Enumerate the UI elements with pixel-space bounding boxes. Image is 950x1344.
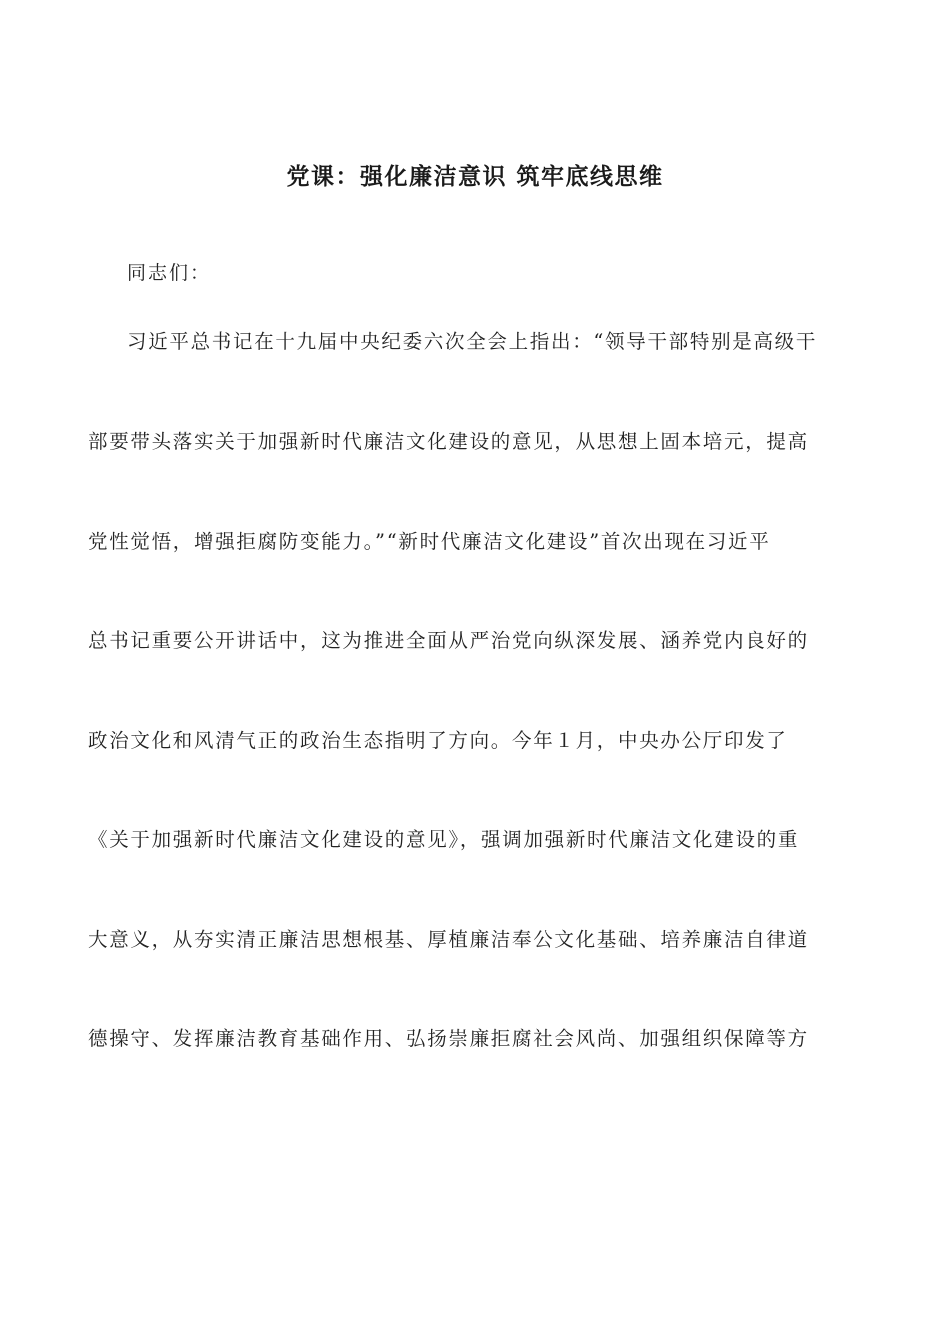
document-title: 党课：强化廉洁意识 筑牢底线思维 bbox=[286, 164, 664, 190]
body-line: 《关于加强新时代廉洁文化建设的意见》，强调加强新时代廉洁文化建设的重 bbox=[88, 828, 800, 851]
body-line: 总书记重要公开讲话中，这为推进全面从严治党向纵深发展、涵养党内良好的 bbox=[88, 629, 809, 652]
body-line: 部要带头落实关于加强新时代廉洁文化建设的意见，从思想上固本培元，提高 bbox=[88, 430, 809, 453]
body-line: 政治文化和风清气正的政治生态指明了方向。今年１月，中央办公厅印发了 bbox=[88, 729, 788, 752]
body-line: 党性觉悟，增强拒腐防变能力。”“新时代廉洁文化建设”首次出现在习近平 bbox=[88, 530, 771, 553]
body-line: 大意义，从夯实清正廉洁思想根基、厚植廉洁奉公文化基础、培养廉洁自律道 bbox=[88, 928, 809, 951]
salutation: 同志们： bbox=[127, 262, 212, 284]
body-line: 习近平总书记在十九届中央纪委六次全会上指出：“领导干部特别是高级干 bbox=[127, 330, 818, 353]
body-line: 德操守、发挥廉洁教育基础作用、弘扬崇廉拒腐社会风尚、加强组织保障等方 bbox=[88, 1027, 809, 1050]
